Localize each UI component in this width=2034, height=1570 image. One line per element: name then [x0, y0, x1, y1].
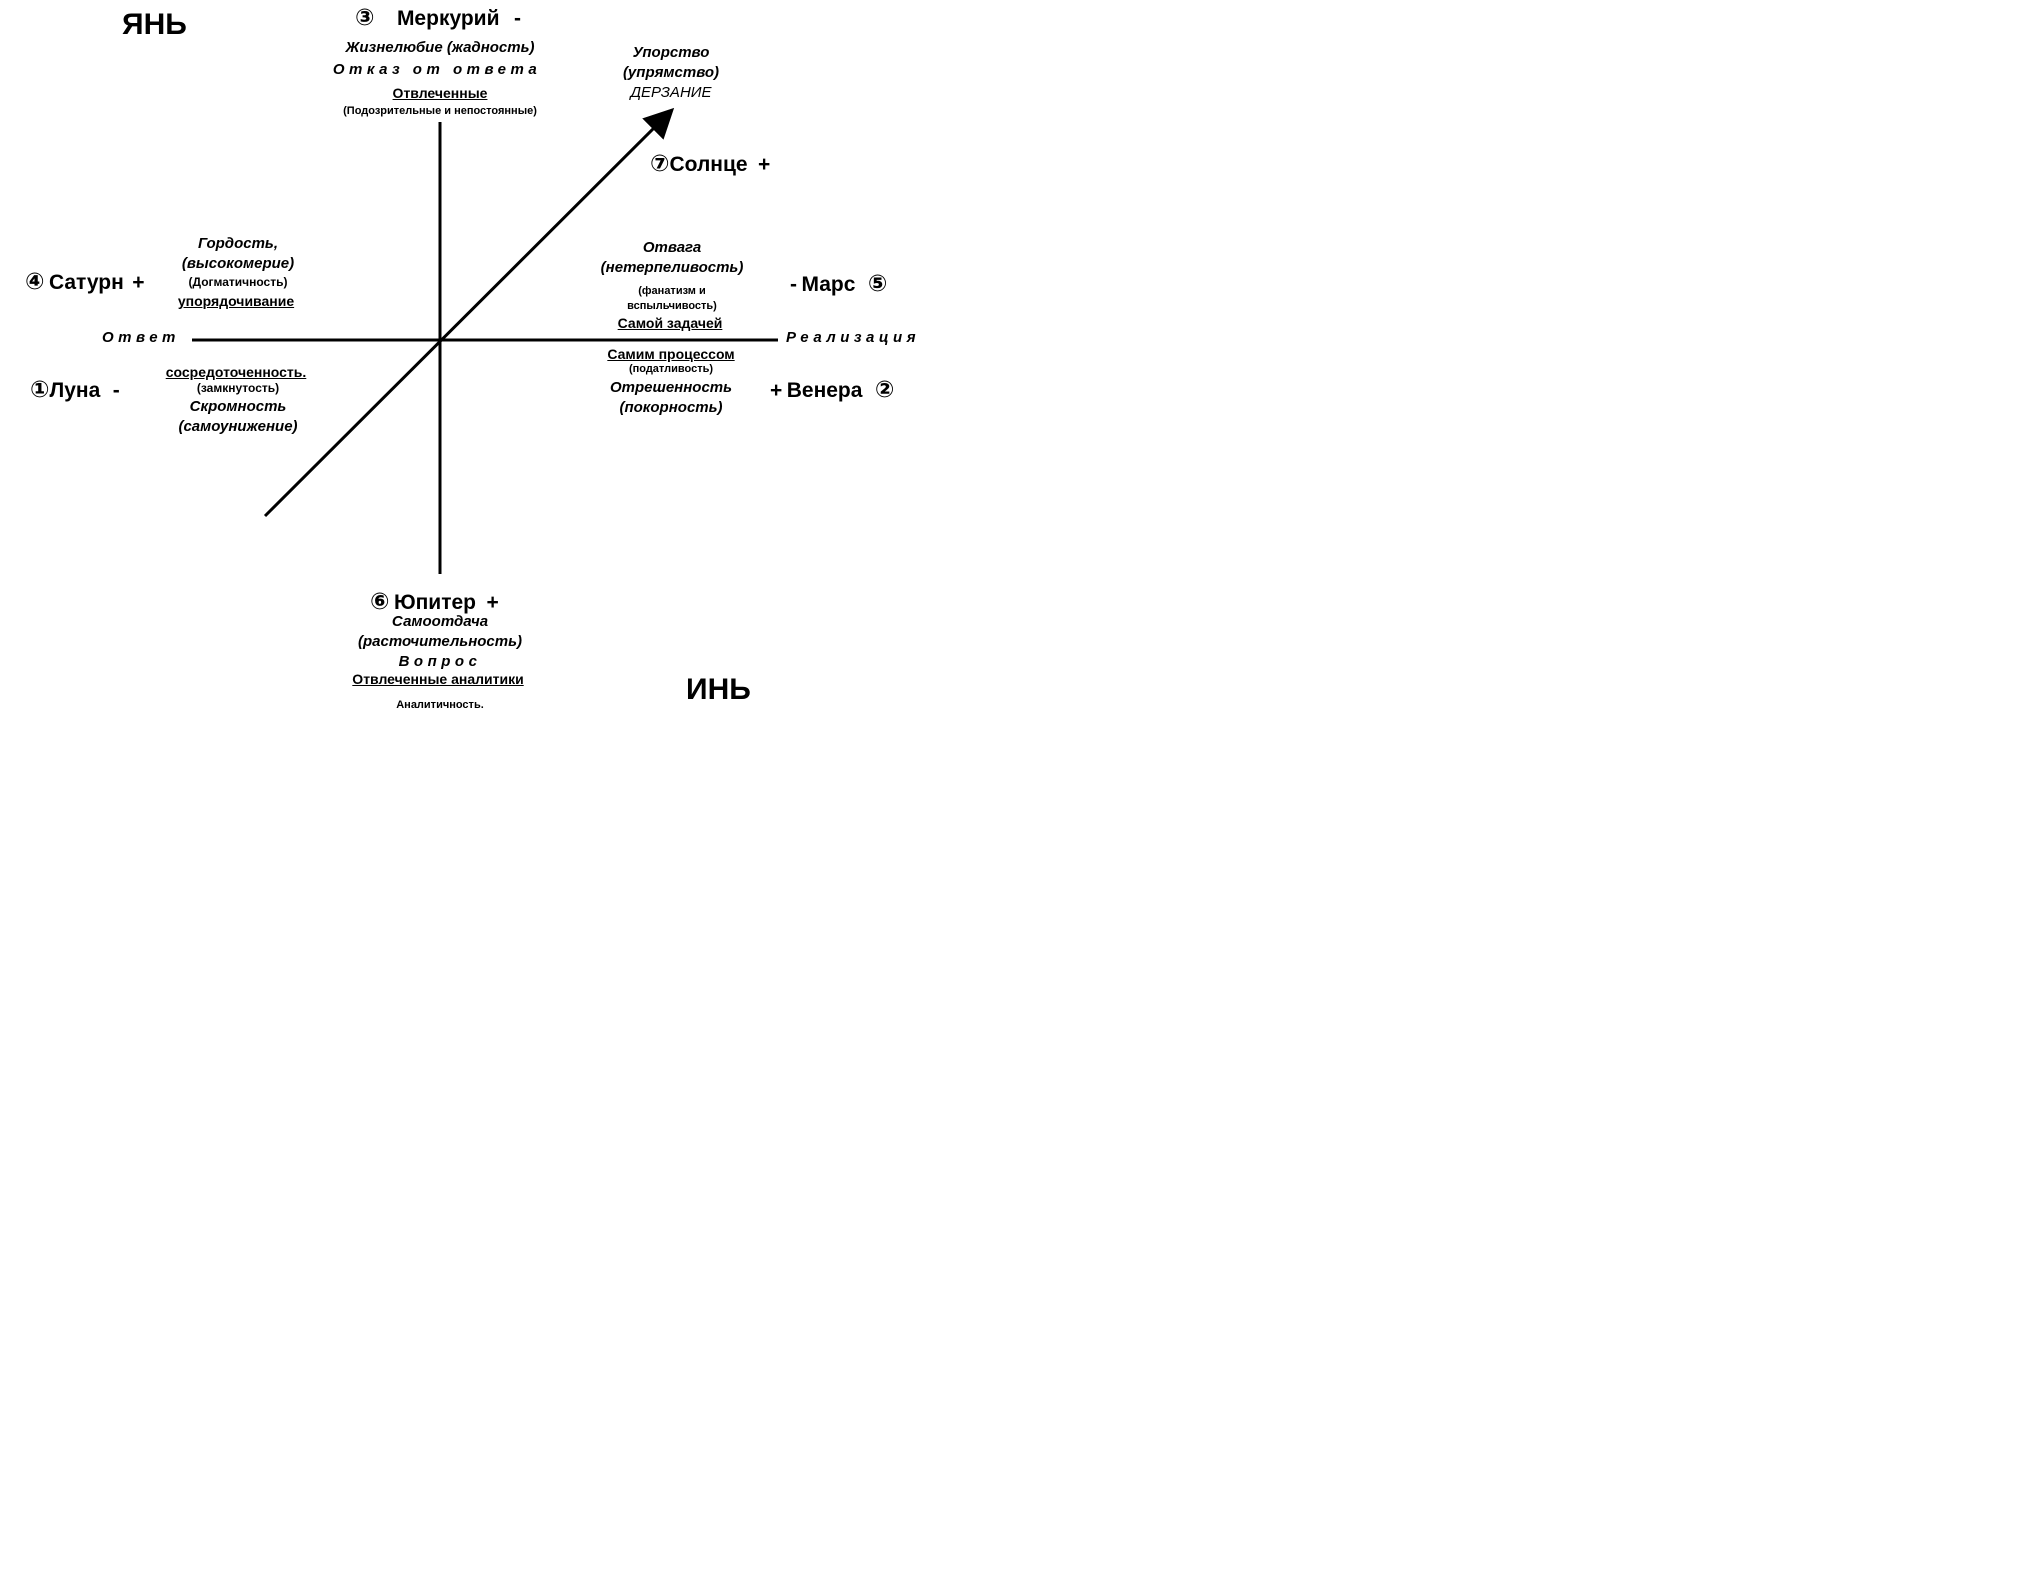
saturn-line4: упорядочивание	[177, 293, 295, 309]
arrow-tip-line2: (упрямство)	[622, 64, 720, 81]
venus-line2: (податливость)	[628, 363, 714, 375]
mercury-line4: (Подозрительные и непостоянные)	[343, 105, 537, 117]
mars-line1: Отвага	[642, 239, 702, 256]
saturn-line1: Гордость,	[198, 235, 278, 252]
jupiter-line2: (расточительность)	[357, 633, 523, 650]
venus-line3: Отрешенность	[609, 379, 733, 396]
mars-line5: Самой задачей	[617, 315, 723, 331]
moon-line3: Скромность	[189, 398, 287, 415]
yang-label: ЯНЬ	[122, 8, 187, 41]
mercury-sign: -	[513, 7, 521, 30]
jupiter-header	[370, 590, 499, 613]
mars-line4: вспыльчивость)	[627, 300, 717, 312]
sun-sign: +	[758, 153, 771, 176]
venus-planet: Венера	[786, 379, 863, 402]
diagonal-arrow	[265, 110, 672, 516]
moon-label	[30, 378, 120, 401]
moon-line2: (замкнутость)	[196, 381, 280, 395]
mars-number: ⑤	[867, 270, 888, 296]
jupiter-line3: Вопрос	[398, 653, 482, 670]
jupiter-line1: Самоотдача	[391, 613, 489, 630]
axis-label-left: Ответ	[102, 329, 180, 346]
moon-planet: Луна	[49, 379, 101, 402]
mars-label	[790, 272, 887, 295]
mercury-number: ③	[355, 4, 375, 30]
mars-planet: Марс	[801, 273, 856, 296]
moon-line4: (самоунижение)	[178, 418, 298, 435]
venus-label	[770, 378, 894, 401]
jupiter-number: ⑥	[370, 588, 390, 614]
venus-line1: Самим процессом	[607, 346, 735, 362]
moon-sign: -	[112, 379, 120, 402]
mercury-header	[355, 6, 521, 29]
saturn-label	[25, 270, 144, 293]
venus-sign: +	[770, 379, 783, 402]
moon-number: ①	[30, 376, 50, 402]
mercury-line1: Жизнелюбие (жадность)	[345, 39, 535, 56]
yin-label: ИНЬ	[686, 673, 751, 706]
saturn-sign: +	[132, 271, 145, 294]
axis-label-right: Реализация	[786, 329, 921, 346]
mars-line2: (нетерпеливость)	[600, 259, 744, 276]
sun-number: ⑦	[650, 150, 670, 176]
mars-sign: -	[790, 273, 797, 296]
jupiter-planet: Юпитер	[393, 591, 476, 614]
saturn-number: ④	[25, 268, 45, 294]
venus-number: ②	[874, 376, 895, 402]
mercury-line2: Отказ от ответа	[332, 61, 542, 78]
saturn-line2: (высокомерие)	[181, 255, 295, 272]
jupiter-line4: Отвлеченные аналитики	[352, 671, 524, 687]
saturn-planet: Сатурн	[48, 271, 124, 294]
moon-line1: сосредоточенность.	[165, 364, 307, 380]
sun-label	[650, 152, 770, 175]
mercury-planet: Меркурий	[396, 7, 500, 30]
arrow-tip-line3: ДЕРЗАНИЕ	[630, 84, 712, 101]
saturn-line3: (Догматичность)	[188, 275, 288, 289]
venus-line4: (покорность)	[619, 399, 723, 416]
mercury-line3: Отвлеченные	[392, 85, 488, 101]
sun-planet: Солнце	[669, 153, 748, 176]
jupiter-line5: Аналитичность.	[396, 699, 484, 711]
arrow-tip-line1: Упорство	[632, 44, 710, 61]
jupiter-sign: +	[486, 591, 499, 614]
mars-line3: (фанатизм и	[638, 285, 706, 297]
